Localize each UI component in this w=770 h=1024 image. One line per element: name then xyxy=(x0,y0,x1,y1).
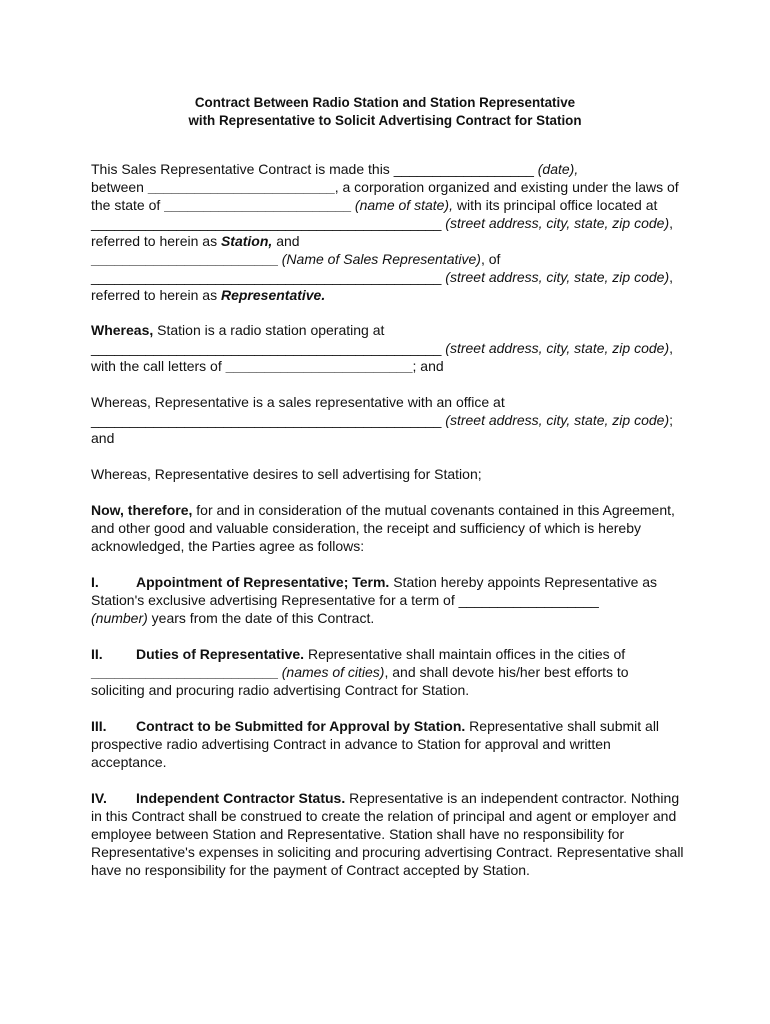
representative-name-hint: (Name of Sales Representative) xyxy=(277,251,481,267)
section-heading: Contract to be Submitted for Approval by Station. xyxy=(136,718,466,734)
station-term: Station, xyxy=(220,233,273,249)
station-address-hint: (street address, city, state, zip code) xyxy=(441,340,670,356)
section-3 xyxy=(91,717,686,771)
state-blank: ________________________ xyxy=(164,197,352,213)
title-line-2: with Representative to Solicit Advertising Contract for Station xyxy=(188,113,582,128)
whereas-lead: Whereas, xyxy=(91,322,154,338)
title-line-1: Contract Between Radio Station and Station Representative xyxy=(194,95,576,110)
cities-hint: (names of cities) xyxy=(277,664,385,680)
therefore-paragraph xyxy=(91,501,686,555)
whereas-representative-paragraph xyxy=(91,393,686,447)
representative-address-hint: (street address, city, state, zip code) xyxy=(441,269,670,285)
station-address-blank: _____________________________________________ xyxy=(91,340,442,356)
intro-text: , of xyxy=(480,251,501,267)
representative-term: Representative. xyxy=(220,287,326,303)
representative-office-hint: (street address, city, state, zip code) xyxy=(441,412,670,428)
intro-text: , referred to herein as xyxy=(91,269,673,303)
intro-text: between xyxy=(91,179,148,195)
whereas-text: Whereas, Representative desires to sell advertising for Station; xyxy=(91,466,482,482)
section-heading: Independent Contractor Status. xyxy=(136,790,346,806)
section-number: III. xyxy=(91,718,107,734)
intro-text: with its principal office located at xyxy=(452,197,658,213)
intro-text: This Sales Representative Contract is made this xyxy=(91,161,394,177)
intro-paragraph xyxy=(91,160,686,304)
whereas-text: ; and xyxy=(91,412,673,446)
office-address-blank: _____________________________________________ xyxy=(91,215,442,231)
section-1 xyxy=(91,573,686,627)
section-text: Representative shall maintain offices in the cities of xyxy=(304,646,626,662)
document-body xyxy=(91,160,686,879)
whereas-text: Station is a radio station operating at xyxy=(153,322,385,338)
section-number: I. xyxy=(91,574,99,590)
cities-blank: ________________________ xyxy=(91,664,278,680)
state-hint: (name of state), xyxy=(351,197,453,213)
section-4 xyxy=(91,789,686,879)
section-number: IV. xyxy=(91,790,107,806)
date-blank: __________________ xyxy=(393,161,534,177)
intro-text: , referred to herein as xyxy=(91,215,673,249)
whereas-text: ; and xyxy=(412,358,444,374)
section-text: Representative shall submit all prospective radio advertising Contract in advance to Station for approval and written acceptance. xyxy=(91,718,660,770)
whereas-text: , with the call letters of xyxy=(91,340,673,374)
whereas-station-paragraph xyxy=(91,321,686,375)
section-text: , and shall devote his/her best efforts to soliciting and procuring radio advertising Contract for Station. xyxy=(91,664,629,698)
corporation-blank: ________________________ xyxy=(147,179,335,195)
representative-name-blank: ________________________ xyxy=(91,251,278,267)
term-blank: __________________ xyxy=(458,592,599,608)
intro-text: , a corporation organized and existing under the laws of the state of xyxy=(91,179,679,213)
term-hint: (number) xyxy=(91,610,148,626)
call-letters-blank: ________________________ xyxy=(225,358,413,374)
section-number: II. xyxy=(91,646,103,662)
whereas-text: Whereas, Representative is a sales representative with an office at xyxy=(91,394,505,410)
section-text: Representative is an independent contractor. Nothing in this Contract shall be construed to create the relation of principal and agent or employer and employee between Station and Representative. Station shall have no responsibility for Representative's expenses in soliciting and procuring advertising Contract. Representative shall have no responsibility for the payment of Contract accepted by Station. xyxy=(91,790,684,878)
section-heading: Duties of Representative. xyxy=(136,646,305,662)
section-text: years from the date of this Contract. xyxy=(147,610,375,626)
whereas-desire-paragraph xyxy=(91,465,686,483)
representative-address-blank: _____________________________________________ xyxy=(91,269,442,285)
office-address-hint: (street address, city, state, zip code) xyxy=(441,215,670,231)
date-hint: (date), xyxy=(533,161,579,177)
intro-text: and xyxy=(272,233,300,249)
document-title xyxy=(0,94,770,130)
therefore-text: for and in consideration of the mutual covenants contained in this Agreement, and other good and valuable consideration, the receipt and sufficiency of which is hereby acknowledged, the Parties agree as follows: xyxy=(91,502,675,554)
therefore-lead: Now, therefore, xyxy=(91,502,193,518)
section-text: Station hereby appoints Representative as Station's exclusive advertising Representative for a term of xyxy=(91,574,658,608)
section-2 xyxy=(91,645,686,699)
representative-office-blank: _____________________________________________ xyxy=(91,412,442,428)
section-heading: Appointment of Representative; Term. xyxy=(136,574,390,590)
